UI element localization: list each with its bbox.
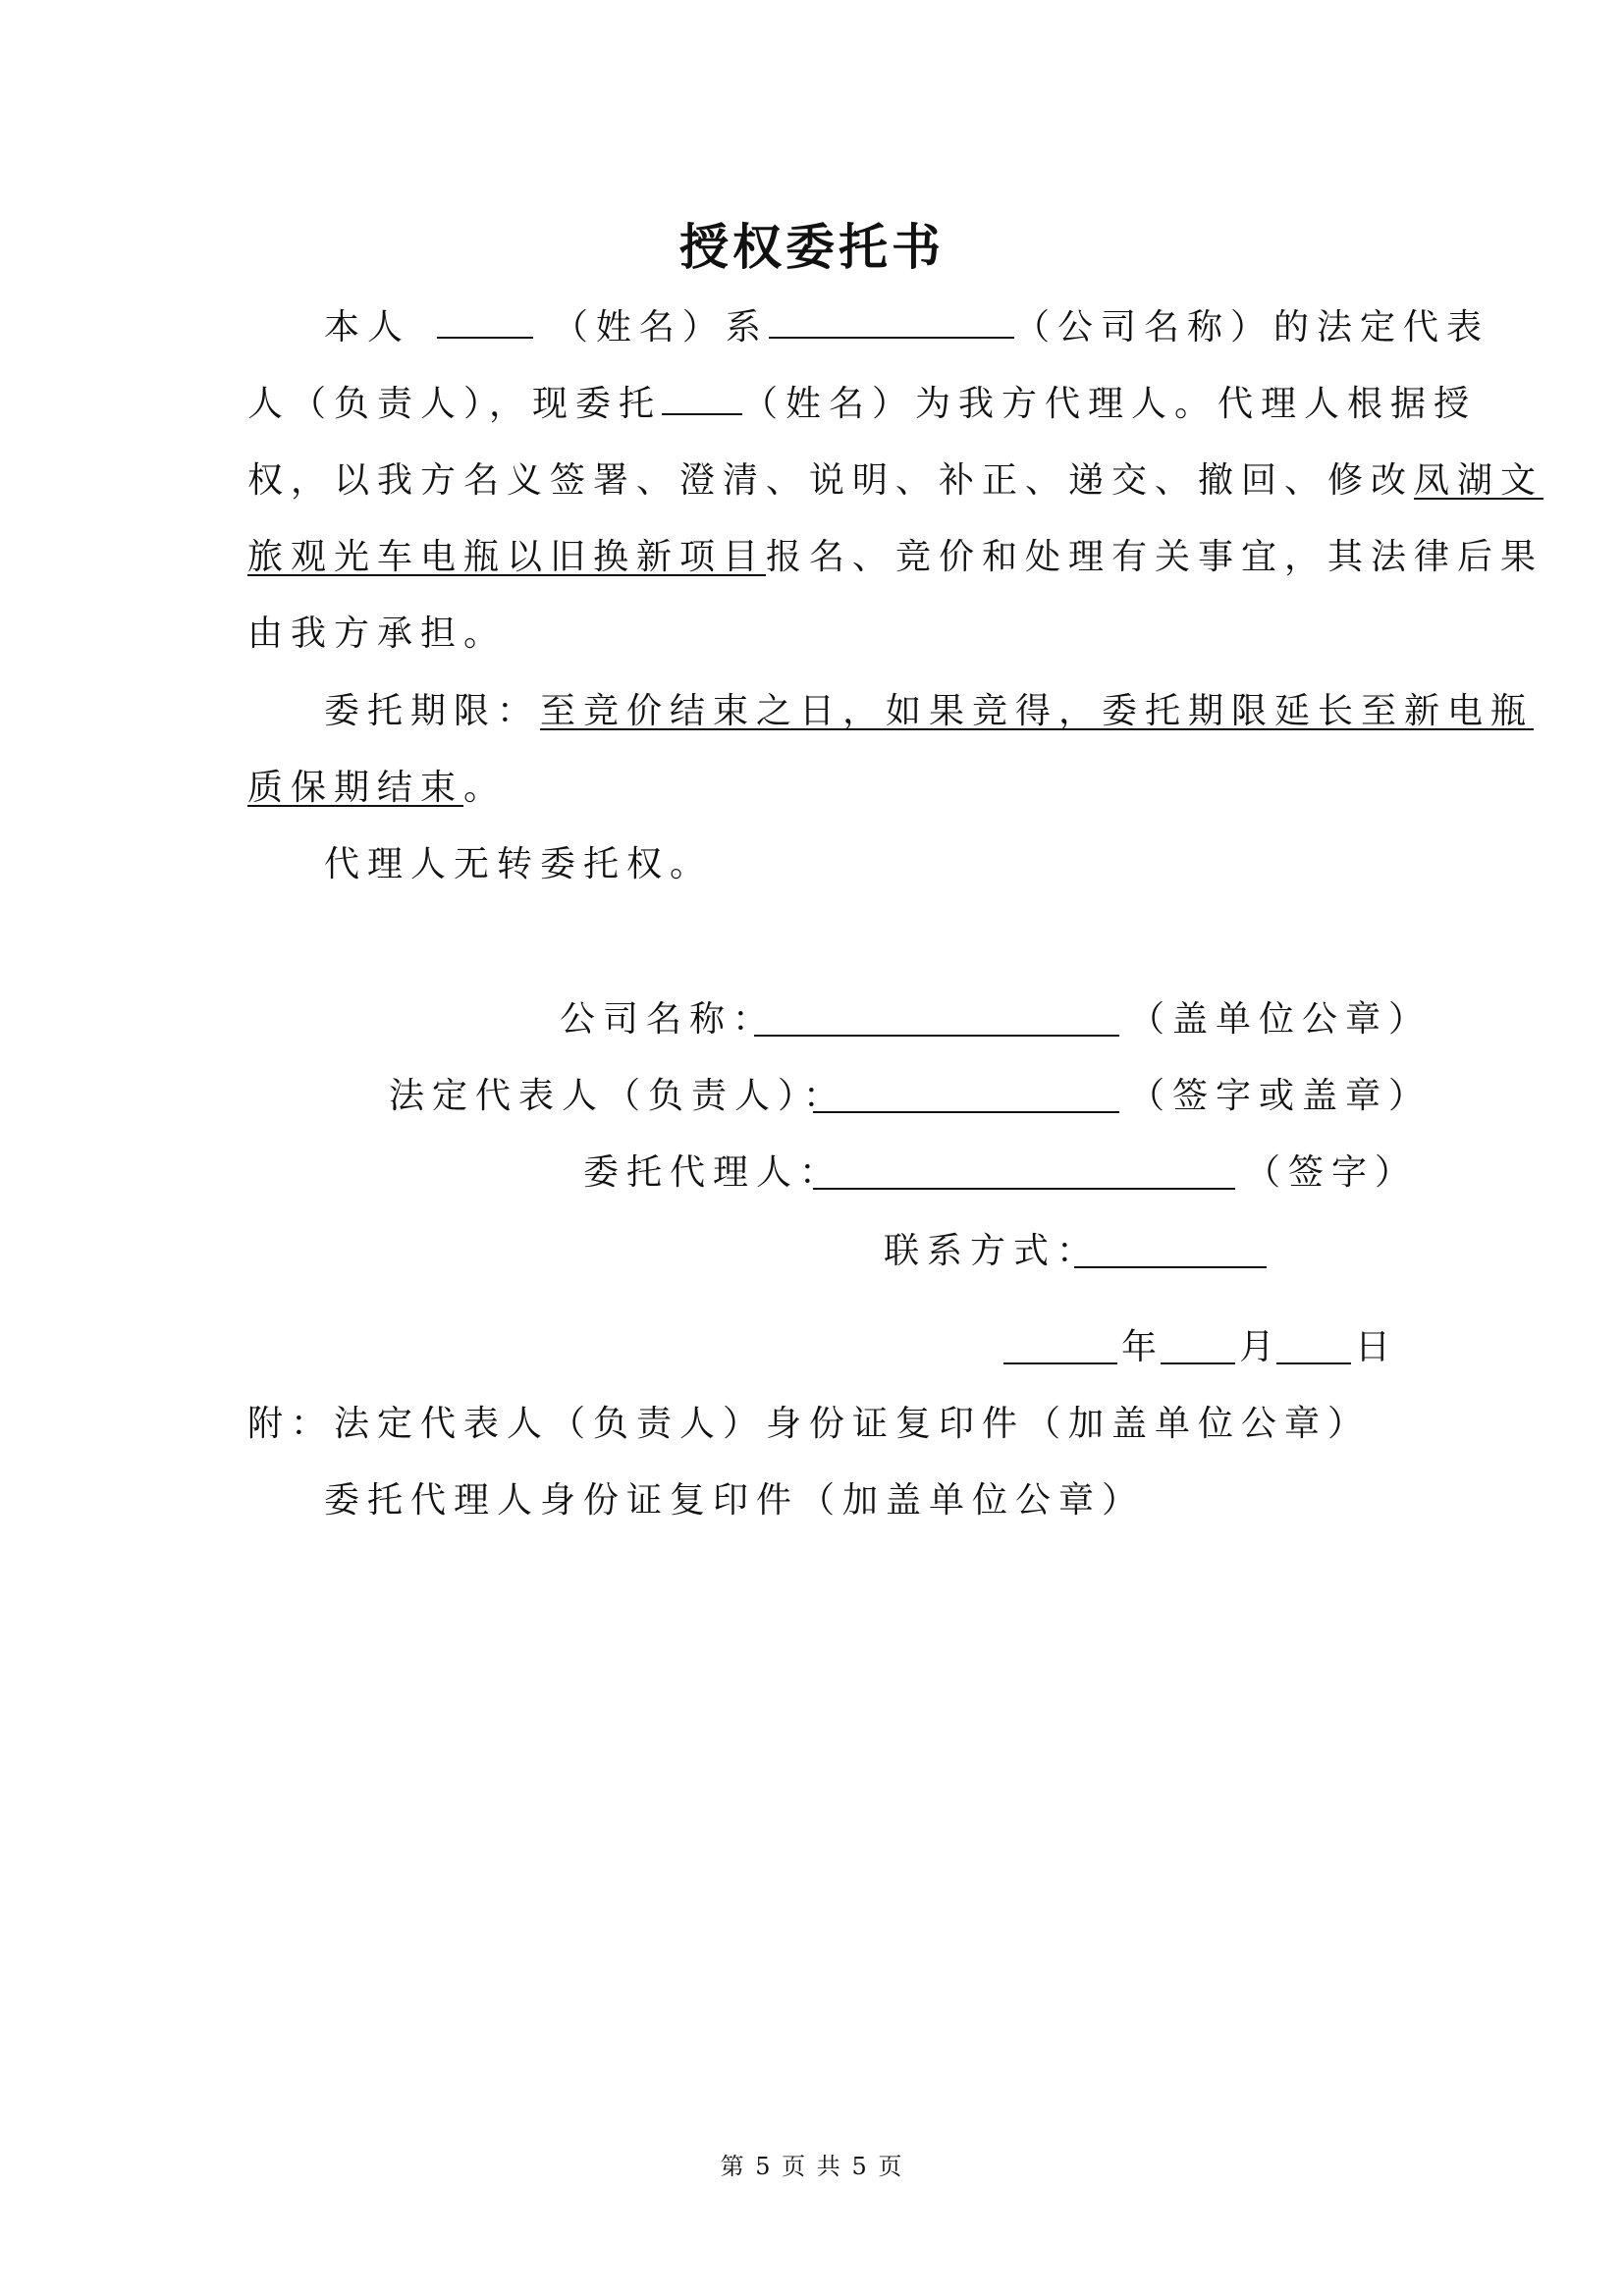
p1-text-company: （公司名称）的法定代表 xyxy=(1013,307,1489,347)
year-label: 年 xyxy=(1121,1327,1165,1367)
agent-note: （签字） xyxy=(1245,1152,1419,1193)
agent-signature-line[interactable] xyxy=(813,1186,1235,1190)
agent-label: 委托代理人： xyxy=(583,1152,843,1193)
p1-line4 xyxy=(247,529,1543,579)
contact-label: 联系方式： xyxy=(884,1231,1101,1271)
company-label: 公司名称： xyxy=(560,999,777,1040)
year-blank[interactable] xyxy=(1003,1361,1117,1364)
p1-text-xingming: （姓名）系 xyxy=(552,307,769,347)
project-name-part2: 旅观光车电瓶以旧换新项目 xyxy=(247,537,767,577)
attachment-line-2: 委托代理人身份证复印件（加盖单位公章） xyxy=(324,1480,1146,1521)
agent-name-blank[interactable] xyxy=(662,411,742,415)
term-text-part2: 质保期结束 xyxy=(247,768,464,808)
p1-line1 xyxy=(324,299,1489,349)
name-blank-1[interactable] xyxy=(437,335,533,339)
p1-text-agent: （姓名）为我方代理人。代理人根据授 xyxy=(742,384,1478,424)
p1-text-benren: 本人 xyxy=(324,307,411,347)
rep-signature-line[interactable] xyxy=(813,1109,1119,1113)
p1-text-scope: 权，以我方名义签署、澄清、说明、补正、递交、撤回、修改 xyxy=(247,460,1415,501)
contact-line[interactable] xyxy=(1074,1264,1267,1268)
p1-line5: 由我方承担。 xyxy=(247,614,508,654)
p2-line2 xyxy=(247,760,507,810)
company-note: （盖单位公章） xyxy=(1129,999,1433,1040)
term-label: 委托期限： xyxy=(324,691,541,731)
p1-line2 xyxy=(247,376,1477,426)
p1-text-matters: 报名、竞价和处理有关事宜，其法律后果 xyxy=(766,537,1544,577)
term-end: 。 xyxy=(463,768,508,808)
company-row xyxy=(560,991,776,1041)
term-text-part1: 至竞价结束之日，如果竞得，委托期限延长至新电瓶 xyxy=(540,691,1535,731)
page-number: 第 5 页 共 5 页 xyxy=(720,2153,904,2180)
month-blank[interactable] xyxy=(1161,1361,1235,1364)
day-blank[interactable] xyxy=(1276,1361,1351,1364)
attachment-line-1: 附：法定代表人（负责人）身份证复印件（加盖单位公章） xyxy=(247,1404,1372,1444)
rep-label: 法定代表人（负责人）： xyxy=(389,1076,847,1116)
project-name-part1: 凤湖文 xyxy=(1414,460,1544,501)
day-label: 日 xyxy=(1355,1327,1399,1367)
p2-line1 xyxy=(324,683,1534,733)
p1-text-weituo: 人（负责人），现委托 xyxy=(247,384,663,424)
company-blank-1[interactable] xyxy=(769,335,1014,339)
month-label: 月 xyxy=(1239,1327,1283,1367)
no-sub-delegation: 代理人无转委托权。 xyxy=(324,844,714,884)
company-signature-line[interactable] xyxy=(754,1033,1119,1037)
p1-line3 xyxy=(247,453,1543,503)
document-title: 授权委托书 xyxy=(679,219,945,276)
rep-note: （签字或盖章） xyxy=(1129,1076,1433,1116)
